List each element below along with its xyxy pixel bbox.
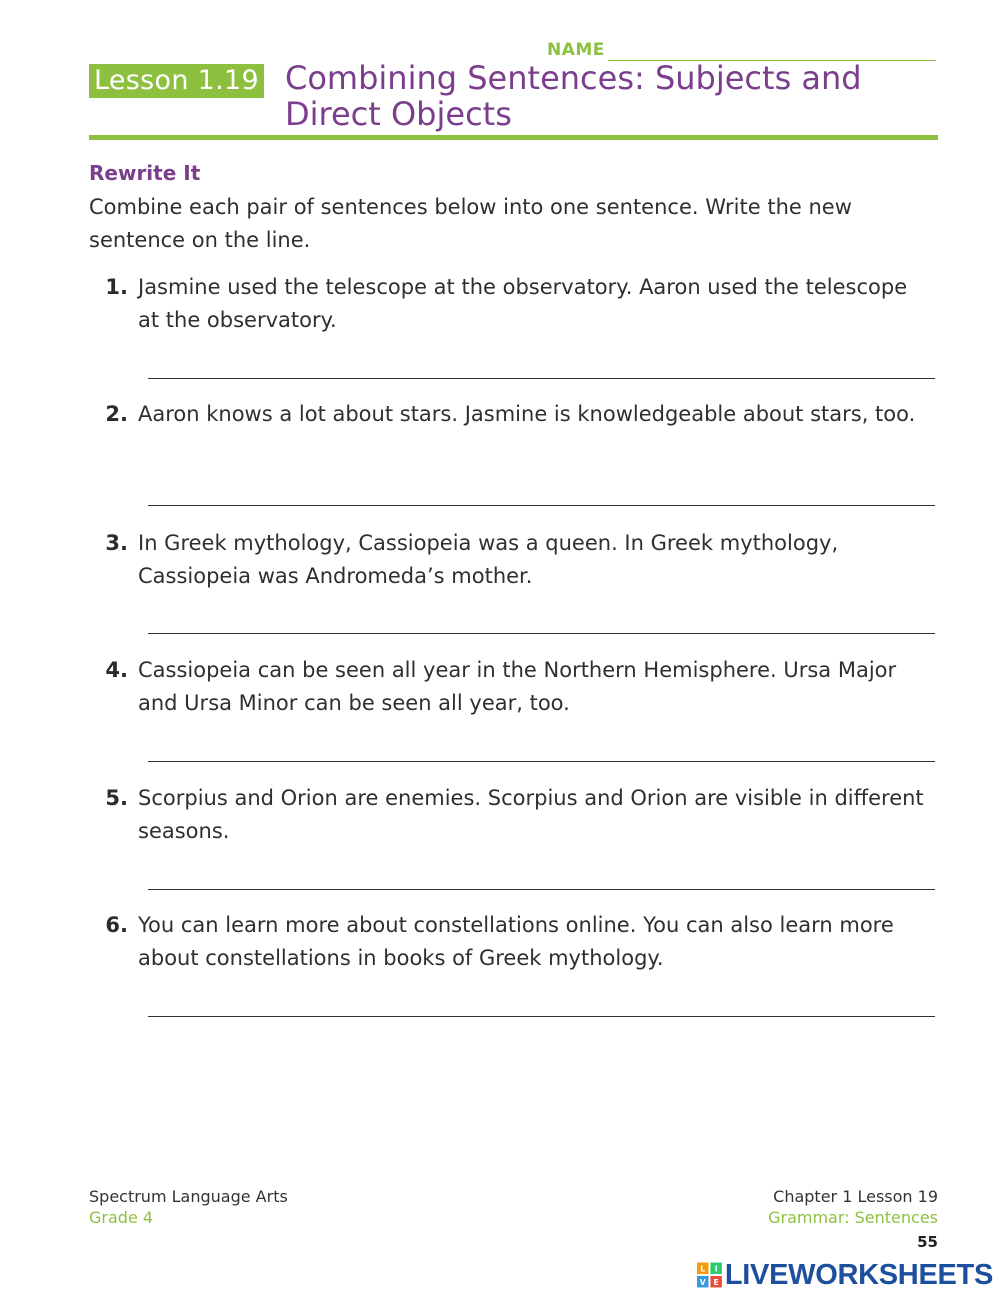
item-prompt: Aaron knows a lot about stars. Jasmine is knowledgeable about stars, too. <box>138 402 916 426</box>
answer-input-4[interactable] <box>148 741 935 762</box>
item-number: 6. <box>105 913 128 937</box>
liveworksheets-logo-icon <box>697 1262 722 1288</box>
svg-text:I: I <box>714 1264 718 1274</box>
answer-input-6[interactable] <box>148 996 935 1017</box>
item-prompt: Scorpius and Orion are enemies. Scorpius and Orion are visible in different seasons. <box>138 786 924 843</box>
item-number: 4. <box>105 658 128 682</box>
footer-chapter: Chapter 1 Lesson 19 <box>773 1187 938 1206</box>
answer-input-3[interactable] <box>148 613 935 634</box>
answer-input-1[interactable] <box>148 358 935 379</box>
item-prompt: Cassiopeia can be seen all year in the Northern Hemisphere. Ursa Major and Ursa Minor can be seen all year, too. <box>138 658 897 715</box>
svg-text:V: V <box>699 1278 706 1288</box>
item-prompt: Jasmine used the telescope at the observatory. Aaron used the telescope at the observatory. <box>138 275 908 332</box>
item-number: 3. <box>105 531 128 555</box>
item-number: 2. <box>105 402 128 426</box>
svg-text:E: E <box>713 1278 719 1288</box>
item-prompt: You can learn more about constellations online. You can also learn more about constellations in books of Greek mythology. <box>138 913 894 970</box>
footer-grade: Grade 4 <box>89 1208 154 1227</box>
answer-input-2[interactable] <box>148 485 935 506</box>
title-divider <box>89 135 938 140</box>
liveworksheets-brand[interactable] <box>697 1258 993 1292</box>
item-prompt: In Greek mythology, Cassiopeia was a queen. In Greek mythology, Cassiopeia was Andromeda’s mother. <box>138 531 839 588</box>
item-number: 1. <box>105 275 128 299</box>
footer-topic: Grammar: Sentences <box>768 1208 938 1227</box>
instructions-text: Combine each pair of sentences below into one sentence. Write the new sentence on the line. <box>89 195 852 252</box>
page-title: Combining Sentences: Subjects and Direct Objects <box>285 59 862 133</box>
answer-input-5[interactable] <box>148 869 935 890</box>
name-label: NAME <box>547 40 605 60</box>
page-number: 55 <box>917 1233 938 1251</box>
footer-publisher: Spectrum Language Arts <box>89 1187 288 1206</box>
section-heading: Rewrite It <box>89 161 201 185</box>
brand-name: LIVEWORKSHEETS <box>724 1258 993 1291</box>
lesson-badge: Lesson 1.19 <box>89 64 264 98</box>
svg-text:L: L <box>700 1264 706 1274</box>
item-number: 5. <box>105 786 128 810</box>
